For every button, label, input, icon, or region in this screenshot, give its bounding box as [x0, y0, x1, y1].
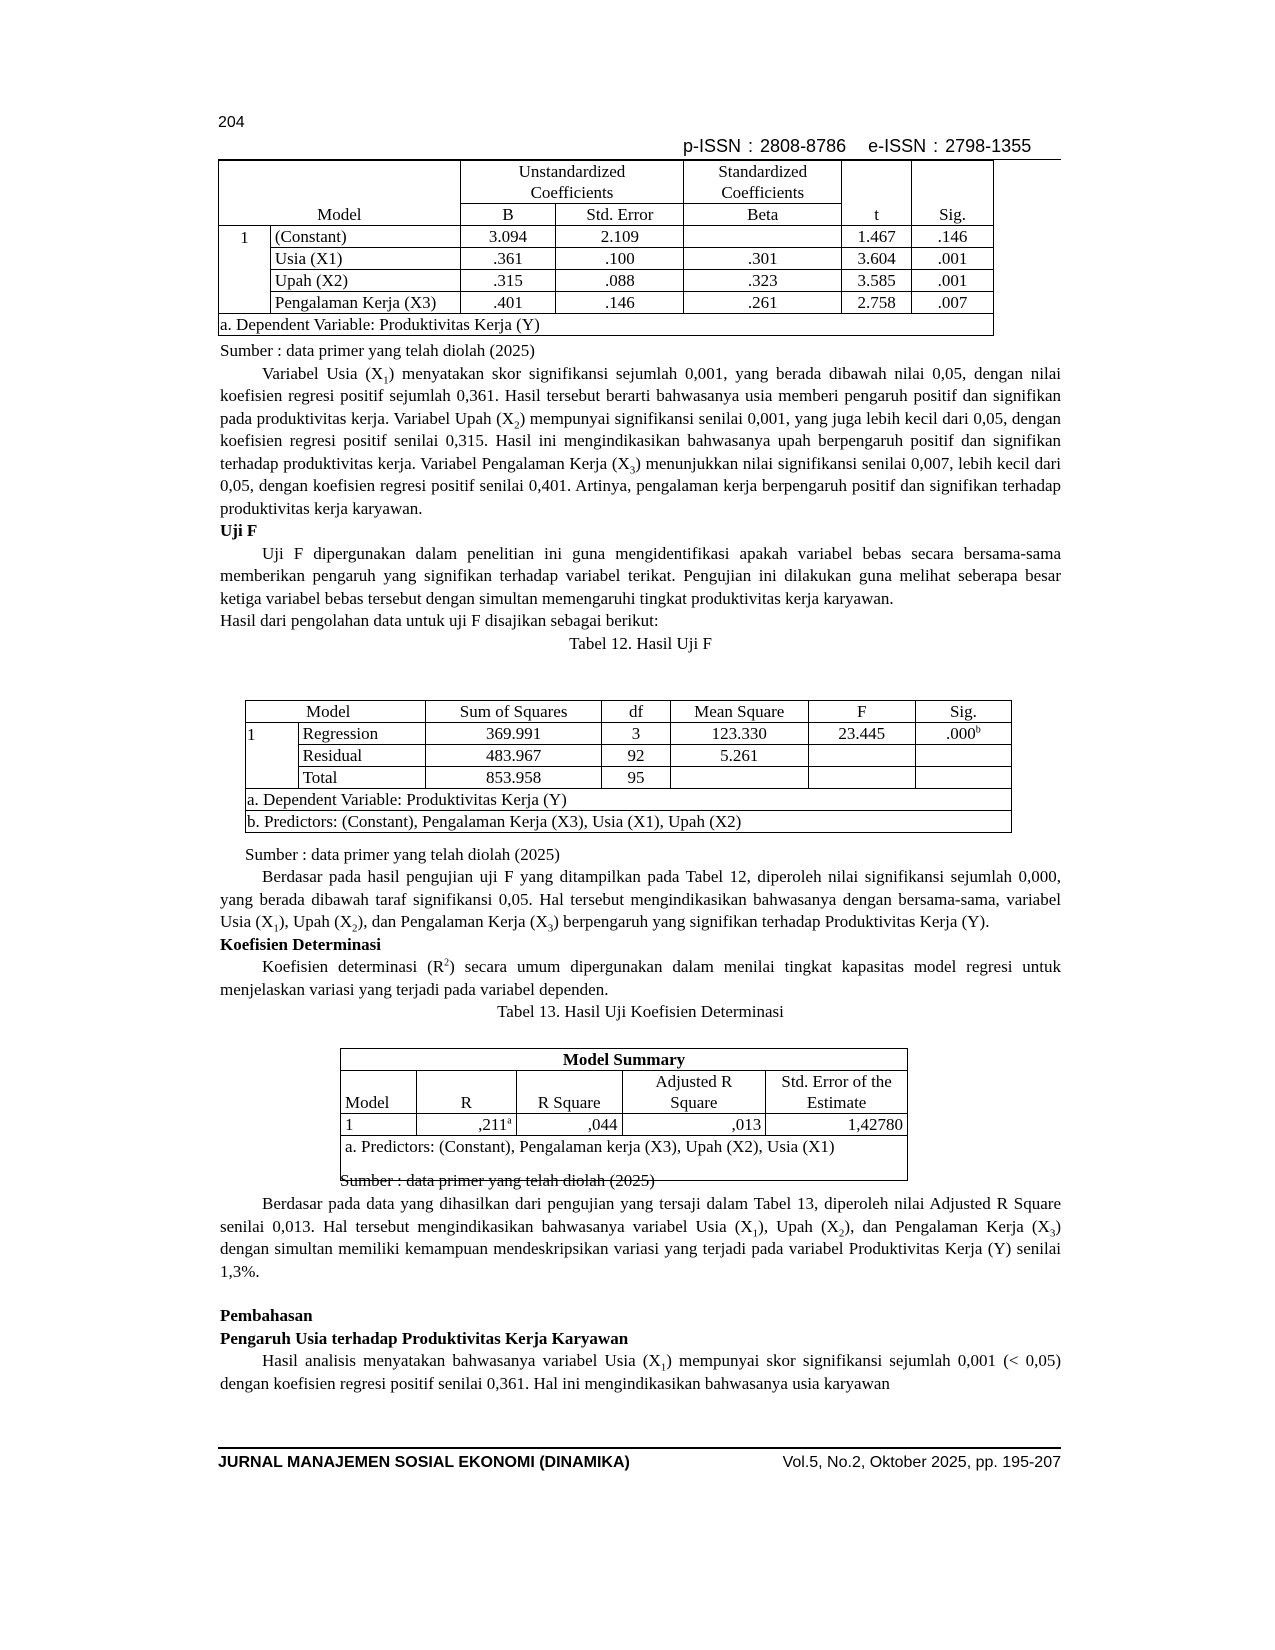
table-13-caption: Tabel 13. Hasil Uji Koefisien Determinasi	[497, 1002, 784, 1021]
cell-t: 1.467	[842, 226, 912, 248]
table-footnote-b: b. Predictors: (Constant), Pengalaman Kerja (X3), Usia (X1), Upah (X2)	[246, 811, 1012, 833]
e-issn: e-ISSN : 2798-1355	[868, 136, 1032, 156]
model-number: 1	[219, 226, 271, 248]
col-t: t	[842, 204, 912, 226]
heading-uji-f: Uji F	[220, 521, 258, 540]
row-label: (Constant)	[270, 226, 460, 248]
table-12-caption: Tabel 12. Hasil Uji F	[569, 633, 712, 653]
unstd-head-1: Unstandardized	[460, 161, 684, 183]
cell-df: 92	[602, 745, 671, 767]
col-se-1: Std. Error of the	[766, 1071, 908, 1093]
col-b: B	[460, 204, 556, 226]
paragraph-koefisien: Koefisien determinasi $(R^2)$ secara umum dipergunakan dalam menilai tingkat kapasitas model regresi untuk menjelaskan variasi yang terjadi pada variabel dependen.	[220, 957, 1062, 999]
cell-se: .088	[556, 270, 684, 292]
source-note-f: Sumber : data primer yang telah diolah (2025)	[245, 845, 560, 864]
cell-ms: 5.261	[670, 745, 808, 767]
row-label: Upah (X2)	[270, 270, 460, 292]
paragraph-adjusted-r: Berdasar pada data yang dihasilkan dari pengujian yang tersaji dalam Tabel 13, diperoleh nilai Adjusted R Square senilai 0,013. Hal tersebut mengindikasikan bahwasanya variabel Usia $(X_1)$, Upah $(X_2)$, dan Pengalaman Kerja $(X_3)$ dengan simultan memiliki kemampuan mendeskripsikan variasi yang terjadi pada variabel Produktivitas Kerja (Y) senilai 1,3%.	[220, 1194, 1062, 1281]
cell-df: 3	[602, 723, 671, 745]
col-model: Model	[219, 204, 461, 226]
row-label: Total	[298, 767, 425, 789]
cell-ss: 483.967	[426, 745, 602, 767]
cell-sig	[915, 745, 1011, 767]
source-note-r: Sumber : data primer yang telah diolah (2025)	[340, 1171, 655, 1190]
cell-se: 1,42780	[766, 1114, 908, 1136]
cell-adj: ,013	[622, 1114, 766, 1136]
col-r: R	[416, 1092, 516, 1114]
cell-ss: 369.991	[426, 723, 602, 745]
table-row	[246, 767, 1012, 789]
row-label: Residual	[298, 745, 425, 767]
cell-b: .361	[460, 248, 556, 270]
cell-sig: .007	[912, 292, 994, 314]
col-beta: Beta	[684, 204, 842, 226]
row-label: Regression	[298, 723, 425, 745]
issn-line	[683, 136, 1031, 157]
col-se-2: Estimate	[766, 1092, 908, 1114]
cell-sig: .001	[912, 270, 994, 292]
model-number: 1	[341, 1114, 417, 1136]
cell-f	[808, 767, 915, 789]
col-mean-square: Mean Square	[670, 701, 808, 723]
cell-se: 2.109	[556, 226, 684, 248]
table-title: Model Summary	[341, 1049, 908, 1071]
cell-beta	[684, 226, 842, 248]
cell-b: .315	[460, 270, 556, 292]
table-row	[246, 745, 1012, 767]
table-footnote-a: a. Dependent Variable: Produktivitas Kerja (Y)	[246, 789, 1012, 811]
row-label: Usia (X1)	[270, 248, 460, 270]
body-section-1	[220, 340, 1061, 655]
cell-t: 3.604	[842, 248, 912, 270]
volume-info: Vol.5, No.2, Oktober 2025, pp. 195-207	[782, 1454, 1061, 1471]
cell-f	[808, 745, 915, 767]
col-model: Model	[341, 1092, 417, 1114]
cell-f: 23.445	[808, 723, 915, 745]
body-section-2	[220, 866, 1061, 1024]
p-issn: p-ISSN : 2808-8786	[683, 136, 847, 156]
std-head-2: Coefficients	[684, 182, 842, 204]
col-adj-2: Square	[622, 1092, 766, 1114]
col-r-square: R Square	[516, 1092, 622, 1114]
col-f: F	[808, 701, 915, 723]
col-model: Model	[246, 701, 426, 723]
table-row	[219, 270, 994, 292]
heading-koefisien: Koefisien Determinasi	[220, 934, 381, 954]
cell-sig: .001	[912, 248, 994, 270]
std-head-1: Standardized	[684, 161, 842, 183]
col-std-error: Std. Error	[556, 204, 684, 226]
table-footnote: a. Predictors: (Constant), Pengalaman kerja (X3), Upah (X2), Usia (X1)	[341, 1136, 908, 1181]
cell-se: .100	[556, 248, 684, 270]
model-number: 1	[246, 723, 299, 745]
body-section-3	[220, 1193, 1061, 1395]
journal-name: JURNAL MANAJEMEN SOSIAL EKONOMI (DINAMIKA)	[218, 1454, 630, 1471]
cell-se: .146	[556, 292, 684, 314]
source-note: Sumber : data primer yang telah diolah (2025)	[220, 341, 535, 360]
cell-beta: .261	[684, 292, 842, 314]
cell-t: 2.758	[842, 292, 912, 314]
row-label: Pengalaman Kerja (X3)	[270, 292, 460, 314]
model-summary-table	[340, 1048, 908, 1181]
paragraph-pembahasan: Hasil analisis menyatakan bahwasanya variabel Usia $(X_1)$ mempunyai skor signifikansi sejumlah 0,001 (< 0,05) dengan koefisien regresi positif senilai 0,361. Hal ini mengindikasikan bahwasanya usia karyawan	[220, 1351, 1061, 1393]
cell-r-square: ,044	[516, 1114, 622, 1136]
page-number: 204	[218, 114, 245, 131]
cell-r: ,211$^a$	[416, 1114, 516, 1136]
cell-b: .401	[460, 292, 556, 314]
table-row	[341, 1114, 908, 1136]
cell-t: 3.585	[842, 270, 912, 292]
cell-beta: .301	[684, 248, 842, 270]
subheading-usia: Pengaruh Usia terhadap Produktivitas Kerja Karyawan	[220, 1328, 629, 1348]
cell-ms	[670, 767, 808, 789]
table-row	[219, 226, 994, 248]
col-df: df	[602, 701, 671, 723]
cell-df: 95	[602, 767, 671, 789]
cell-beta: .323	[684, 270, 842, 292]
cell-sig: .000$^b$	[915, 723, 1011, 745]
table-row	[219, 292, 994, 314]
heading-pembahasan: Pembahasan	[220, 1306, 313, 1325]
footer-rule	[218, 1447, 1061, 1449]
cell-sig: .146	[912, 226, 994, 248]
col-sig: Sig.	[915, 701, 1011, 723]
anova-table	[245, 700, 1012, 833]
cell-sig	[915, 767, 1011, 789]
uji-f-intro: Hasil dari pengolahan data untuk uji F disajikan sebagai berikut:	[220, 611, 659, 630]
table-row	[246, 723, 1012, 745]
unstd-head-2: Coefficients	[460, 182, 684, 204]
coefficients-table	[218, 160, 994, 336]
table-footnote: a. Dependent Variable: Produktivitas Kerja (Y)	[219, 314, 994, 336]
cell-b: 3.094	[460, 226, 556, 248]
paragraph-uji-f: Uji F dipergunakan dalam penelitian ini guna mengidentifikasi apakah variabel bebas secara bersama-sama memberikan pengaruh yang signifikan terhadap variabel terikat. Pengujian ini dilakukan guna melihat seberapa besar ketiga variabel bebas tersebut dengan simultan memengaruhi tingkat produktivitas kerja karyawan.	[220, 543, 1061, 608]
col-sum-squares: Sum of Squares	[426, 701, 602, 723]
col-adj-1: Adjusted R	[622, 1071, 766, 1093]
table-row	[219, 248, 994, 270]
paragraph-uji-f-result: Berdasar pada hasil pengujian uji F yang ditampilkan pada Tabel 12, diperoleh nilai signifikansi sejumlah 0,000, yang berada dibawah taraf signifikansi 0,05. Hal tersebut mengindikasikan bahwasanya dengan bersama-sama, variabel Usia $(X_1)$, Upah $(X_2)$, dan Pengalaman Kerja $(X_3)$ berpengaruh yang signifikan terhadap Produktivitas Kerja (Y).	[220, 867, 1061, 935]
col-sig: Sig.	[912, 204, 994, 226]
cell-ms: 123.330	[670, 723, 808, 745]
paragraph-coefficients: Variabel Usia $(X_1)$ menyatakan skor signifikansi sejumlah 0,001, yang berada dibawah nilai 0,05, dengan nilai koefisien regresi positif sejumlah 0,361. Hasil tersebut berarti bahwasanya usia memberi pengaruh positif dan signifikan pada produktivitas kerja. Variabel Upah $(X_2)$ mempunyai signifikansi senilai 0,001, yang juga lebih kecil dari 0,05, dengan koefisien regresi positif senilai 0,315. Hasil ini mengindikasikan bahwasanya upah berpengaruh positif dan signifikan terhadap produktivitas kerja. Variabel Pengalaman Kerja $(X_3)$ menunjukkan nilai signifikansi senilai 0,007, lebih kecil dari 0,05, dengan koefisien regresi positif senilai 0,401. Artinya, pengalaman kerja berpengaruh positif dan signifikan terhadap produktivitas kerja karyawan.	[220, 363, 1062, 518]
cell-ss: 853.958	[426, 767, 602, 789]
